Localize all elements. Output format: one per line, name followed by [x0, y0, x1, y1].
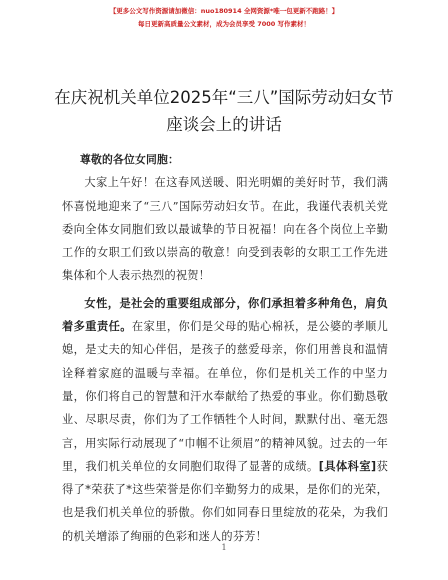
paragraph-opening	[62, 171, 388, 287]
paragraph-opening-text: 大家上午好！在这春风送暖、阳光明媚的美好时节，我们满怀喜悦地迎来了“三八”国际劳动妇女节。在此，我谨代表机关党委向全体女同胞们致以最诚挚的节日祝福！向在各个岗位上辛勤工作的女职工们致以崇高的敬意！向受到表彰的女职工工作先进集体和个人表示热烈的祝贺！	[62, 176, 388, 283]
women-roles-lead: 女性，是社会的重要组成部分，你们承担着多种角色，肩负着多重责任。	[62, 296, 388, 334]
document-body	[62, 148, 388, 548]
promo-banner-line2: 每日更新高质量公文素材，成为会员享受 7000 写作素材！	[137, 20, 311, 28]
document-title: 在庆祝机关单位2025年“三八”国际劳动妇女节座谈会上的讲话	[54, 88, 394, 134]
greeting: 尊敬的各位女同胞：	[80, 153, 179, 166]
paragraph-women-roles	[62, 292, 388, 548]
promo-banner-line1: 【更多公文写作资源请加微信：nuo180914 全网资源*唯一包更新不跑路！】	[109, 7, 339, 15]
page-number: 1	[221, 543, 227, 552]
women-roles-closing: 获得了*荣获了*这些荣誉是你们辛勤努力的成果，是你们的光荣，也是我们机关单位的骄傲。你们如同春日里绽放的花朵，为我们的机关增添了绚丽的色彩和迷人的芬芳！	[62, 459, 388, 543]
women-roles-text: 在家里，你们是父母的贴心棉袄，是公婆的孝顺儿媳，是丈夫的知心伴侣，是孩子的慈爱母亲，你们用善良和温情诠释着家庭的温暖与幸福。在单位，你们是机关工作的中坚力量，你们将自己的智慧和汗水奉献给了热爱的事业。你们勤恳敬业、尽职尽责，你们为了工作牺牲个人时间，默默付出、毫无怨言，用实际行动展现了“巾帼不让须眉”的精神风貌。过去的一年里，我们机关单位的女同胞们取得了显著的成绩。	[62, 320, 389, 473]
department-placeholder: [具体科室]	[318, 459, 377, 473]
